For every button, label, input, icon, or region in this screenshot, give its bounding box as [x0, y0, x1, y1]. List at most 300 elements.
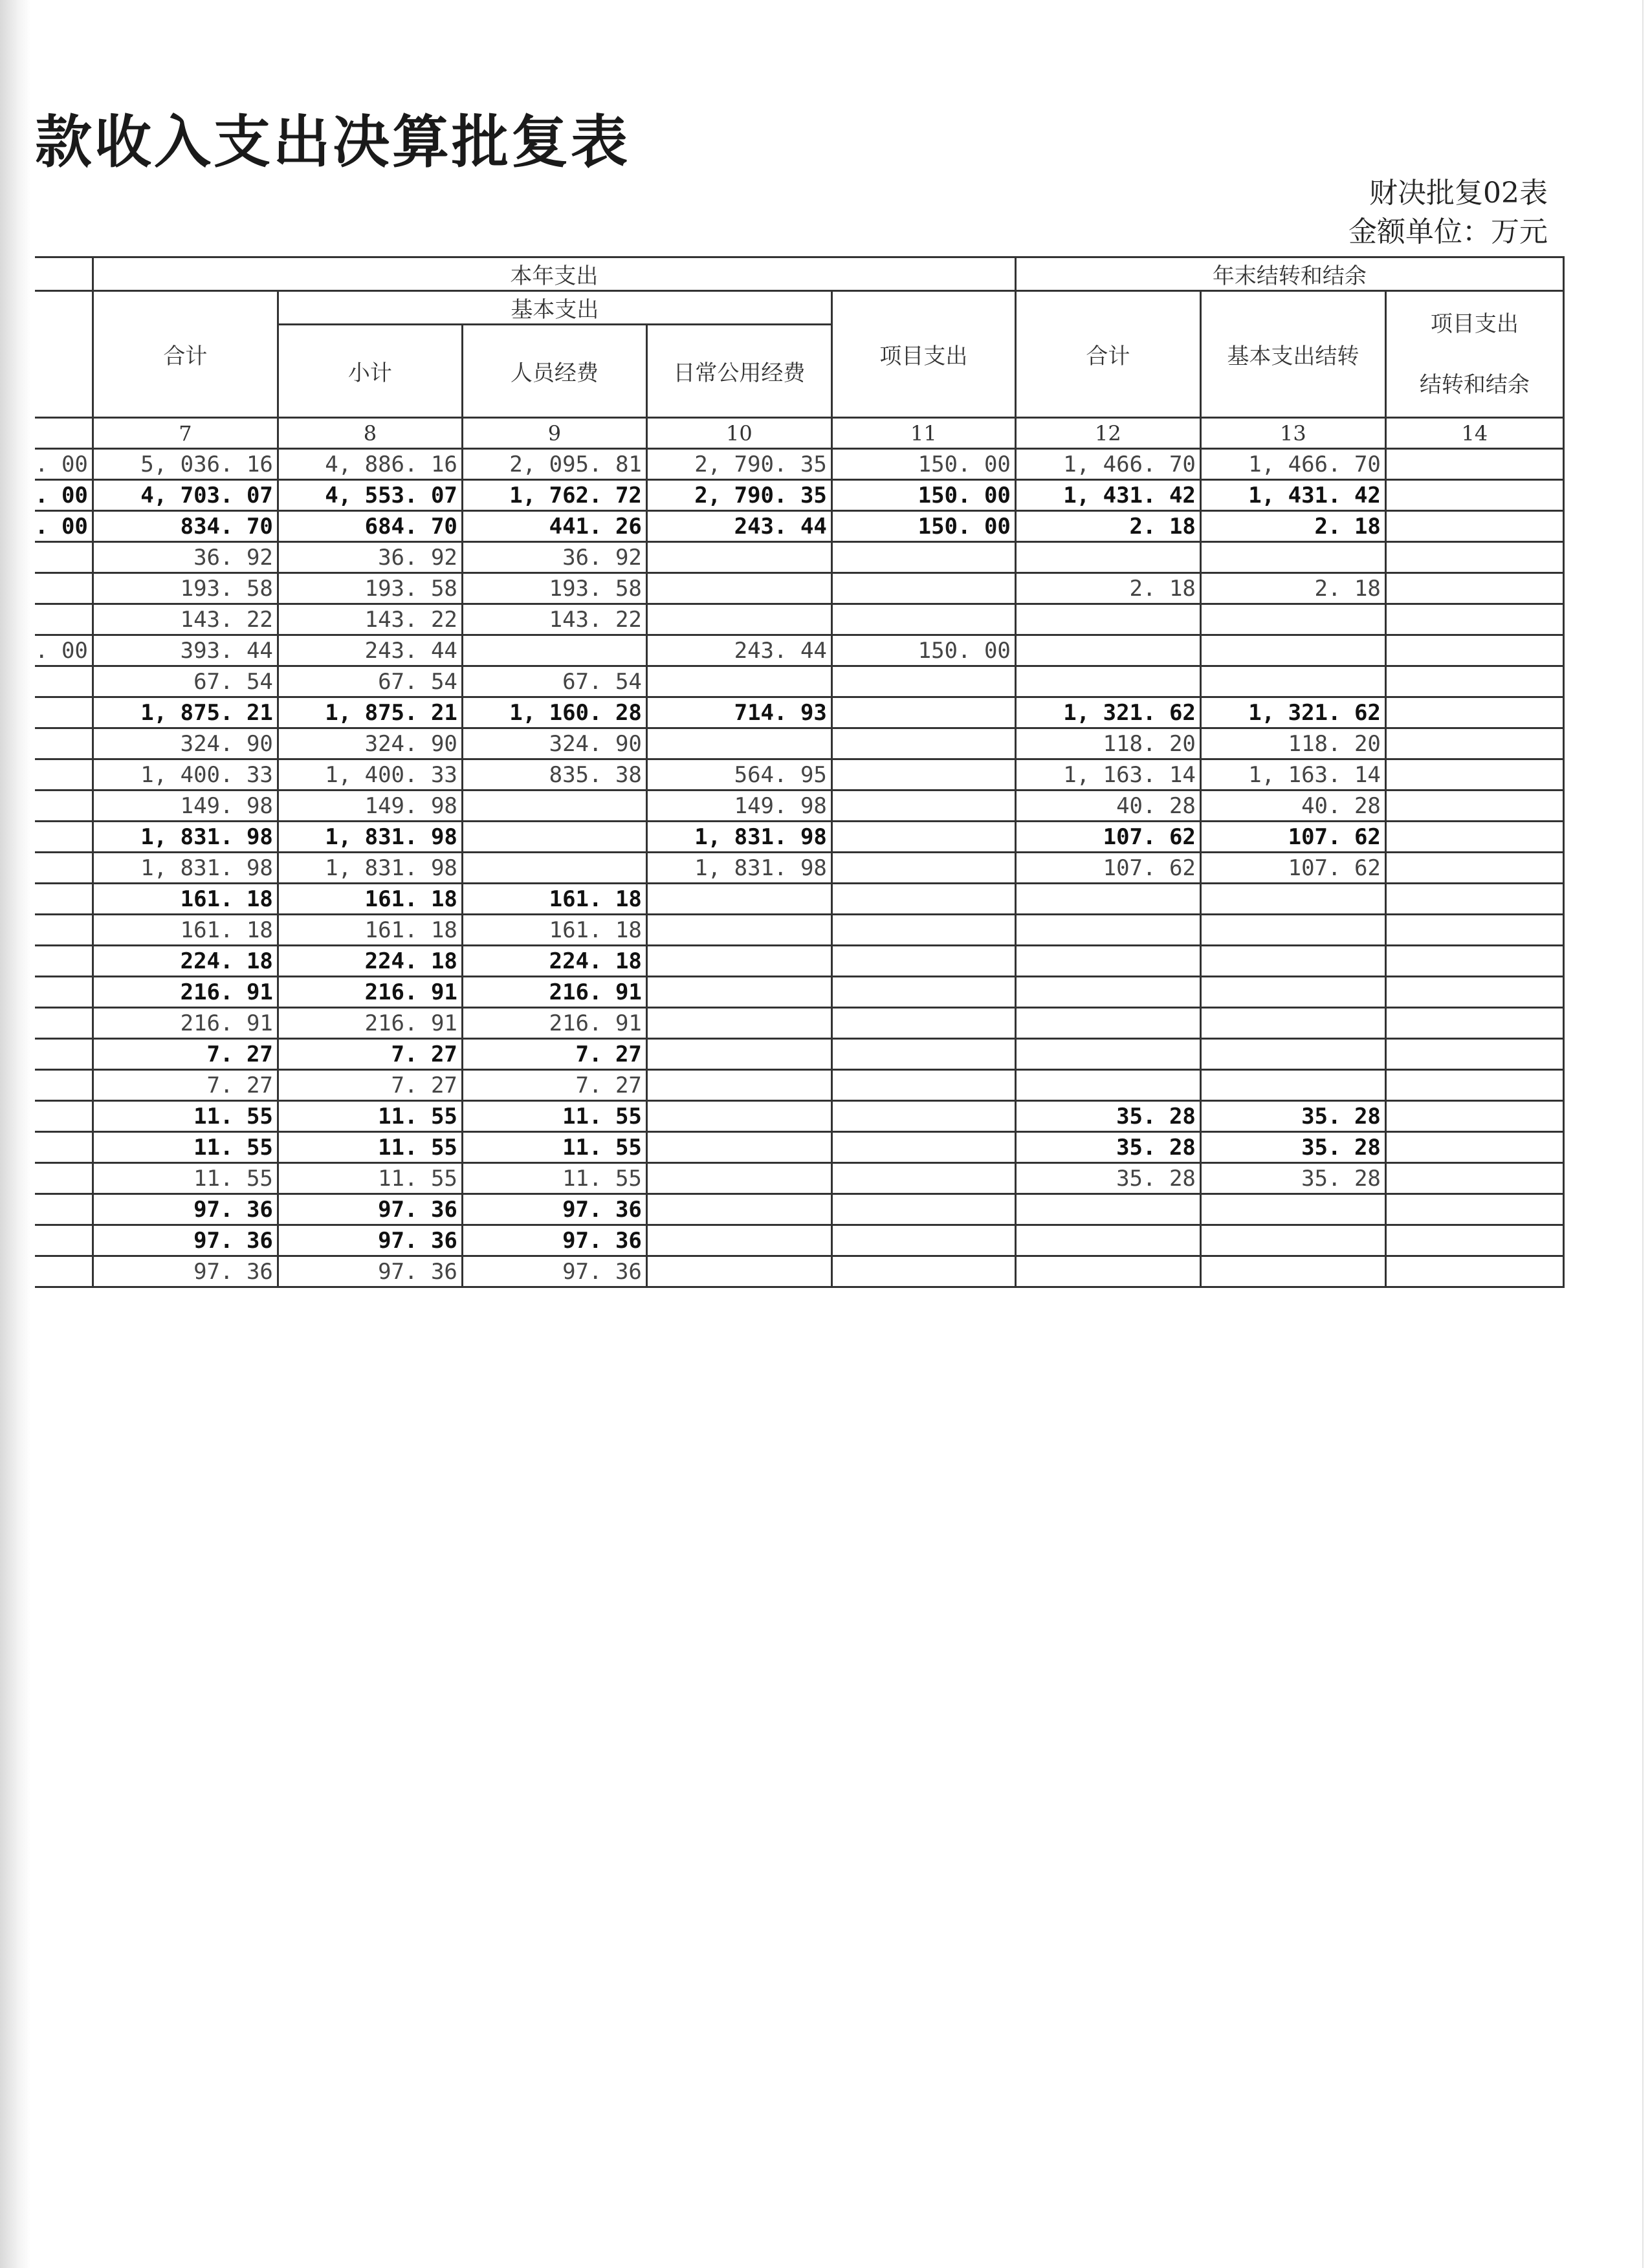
table-cell: 149. 98 [93, 791, 278, 822]
table-cell: 7. 27 [462, 1070, 646, 1101]
table-cell: 150. 00 [831, 480, 1015, 511]
table-cell [831, 1256, 1015, 1287]
table-cell: 97. 36 [462, 1256, 646, 1287]
table-cell: 1, 831. 98 [278, 853, 462, 884]
table-row [35, 449, 1563, 480]
table-cell [831, 791, 1015, 822]
column-number-row [35, 418, 1563, 449]
table-cell [1385, 1039, 1563, 1070]
table-cell [462, 853, 646, 884]
table-row [35, 977, 1563, 1008]
table-cell [646, 728, 831, 759]
table-cell [831, 884, 1015, 915]
table-cell: . 00 [35, 480, 93, 511]
table-cell: 161. 18 [278, 884, 462, 915]
table-cell [35, 573, 93, 604]
table-row [35, 1132, 1563, 1163]
table-cell [831, 666, 1015, 697]
column-number: 11 [831, 418, 1015, 449]
table-cell [831, 822, 1015, 853]
table-row [35, 915, 1563, 946]
table-cell [1200, 666, 1385, 697]
table-cell [1385, 1070, 1563, 1101]
table-row [35, 511, 1563, 542]
table-cell [35, 697, 93, 728]
table-cell: 224. 18 [278, 946, 462, 977]
table-cell [646, 1008, 831, 1039]
table-cell [1385, 635, 1563, 666]
table-cell [1200, 1256, 1385, 1287]
table-cell [1200, 542, 1385, 573]
page-title: 款收入支出决算批复表 [35, 109, 631, 175]
table-cell [831, 604, 1015, 635]
table-cell [646, 1132, 831, 1163]
table-cell: 118. 20 [1200, 728, 1385, 759]
scan-edge-shadow [0, 0, 31, 2268]
table-cell [646, 1101, 831, 1132]
table-cell [1385, 1194, 1563, 1225]
table-cell [1015, 666, 1200, 697]
table-cell [35, 1256, 93, 1287]
table-cell [646, 884, 831, 915]
table-cell [1015, 1194, 1200, 1225]
table-cell: 193. 58 [278, 573, 462, 604]
table-cell: 97. 36 [462, 1225, 646, 1256]
table-row [35, 822, 1563, 853]
header-stub-cell [35, 291, 93, 418]
table-cell: 35. 28 [1015, 1101, 1200, 1132]
table-cell: 143. 22 [93, 604, 278, 635]
table-row [35, 853, 1563, 884]
header-personnel: 人员经费 [462, 325, 646, 418]
table-cell: 149. 98 [646, 791, 831, 822]
table-cell: 11. 55 [462, 1163, 646, 1194]
table-cell: 36. 92 [278, 542, 462, 573]
table-cell: 2, 790. 35 [646, 449, 831, 480]
table-cell [1200, 977, 1385, 1008]
table-cell: 107. 62 [1200, 853, 1385, 884]
table-cell: 97. 36 [278, 1225, 462, 1256]
table-cell: 35. 28 [1200, 1132, 1385, 1163]
table-cell [1385, 480, 1563, 511]
table-cell: 97. 36 [93, 1256, 278, 1287]
table-cell [831, 1008, 1015, 1039]
table-cell [1015, 542, 1200, 573]
table-cell [1200, 1039, 1385, 1070]
table-cell: 1, 163. 14 [1015, 759, 1200, 791]
table-cell: 11. 55 [278, 1132, 462, 1163]
table-cell: 324. 90 [462, 728, 646, 759]
table-row [35, 728, 1563, 759]
table-cell: 149. 98 [278, 791, 462, 822]
table-cell: 40. 28 [1015, 791, 1200, 822]
table-cell [35, 666, 93, 697]
table-cell: 7. 27 [278, 1039, 462, 1070]
table-cell [35, 791, 93, 822]
table-cell: 150. 00 [831, 449, 1015, 480]
column-number: 10 [646, 418, 831, 449]
table-cell [1385, 946, 1563, 977]
table-cell [35, 1163, 93, 1194]
table-cell [1015, 604, 1200, 635]
column-number: 9 [462, 418, 646, 449]
table-cell: 324. 90 [93, 728, 278, 759]
column-number: 8 [278, 418, 462, 449]
table-cell [1385, 542, 1563, 573]
table-cell: 7. 27 [462, 1039, 646, 1070]
table-cell [831, 542, 1015, 573]
table-cell: 216. 91 [278, 1008, 462, 1039]
table-cell: 4, 553. 07 [278, 480, 462, 511]
table-cell: 35. 28 [1015, 1132, 1200, 1163]
table-row [35, 1256, 1563, 1287]
table-cell: 1, 431. 42 [1015, 480, 1200, 511]
table-cell: 1, 160. 28 [462, 697, 646, 728]
table-row [35, 666, 1563, 697]
table-cell: 97. 36 [93, 1194, 278, 1225]
table-cell [1015, 884, 1200, 915]
table-cell: 564. 95 [646, 759, 831, 791]
table-row [35, 1101, 1563, 1132]
table-cell: 150. 00 [831, 511, 1015, 542]
table-cell: 243. 44 [646, 635, 831, 666]
table-cell: . 00 [35, 449, 93, 480]
table-cell: 143. 22 [462, 604, 646, 635]
table-cell [646, 666, 831, 697]
table-cell [1385, 1163, 1563, 1194]
table-cell [35, 1194, 93, 1225]
table-row [35, 1225, 1563, 1256]
table-cell: . 00 [35, 511, 93, 542]
table-cell: 35. 28 [1200, 1101, 1385, 1132]
table-cell [35, 1039, 93, 1070]
table-cell: 35. 28 [1200, 1163, 1385, 1194]
table-cell [35, 1132, 93, 1163]
table-cell [831, 946, 1015, 977]
table-cell: 118. 20 [1015, 728, 1200, 759]
table-cell [35, 946, 93, 977]
table-cell [646, 1070, 831, 1101]
table-cell [1385, 573, 1563, 604]
table-cell [831, 1039, 1015, 1070]
table-cell [831, 1132, 1015, 1163]
header-total: 合计 [93, 291, 278, 418]
header-public: 日常公用经费 [646, 325, 831, 418]
table-row [35, 884, 1563, 915]
table-cell [1385, 697, 1563, 728]
table-row [35, 480, 1563, 511]
table-cell [1015, 1070, 1200, 1101]
table-cell: 834. 70 [93, 511, 278, 542]
table-cell: 161. 18 [278, 915, 462, 946]
table-cell [1385, 853, 1563, 884]
table-cell [35, 542, 93, 573]
table-cell: 7. 27 [278, 1070, 462, 1101]
table-cell: 684. 70 [278, 511, 462, 542]
table-cell: 97. 36 [278, 1194, 462, 1225]
table-cell: 5, 036. 16 [93, 449, 278, 480]
table-row [35, 1070, 1563, 1101]
table-cell: 2. 18 [1015, 573, 1200, 604]
table-row [35, 418, 1563, 449]
table-cell: 2, 790. 35 [646, 480, 831, 511]
table-cell: 1, 762. 72 [462, 480, 646, 511]
header-project-carry-line2: 结转和结余 [1419, 371, 1530, 398]
header-group-yearend: 年末结转和结余 [1015, 257, 1563, 291]
table-cell: 216. 91 [93, 1008, 278, 1039]
table-cell [35, 1101, 93, 1132]
table-cell: 150. 00 [831, 635, 1015, 666]
table-cell: 1, 875. 21 [93, 697, 278, 728]
table-cell: 1, 831. 98 [93, 853, 278, 884]
table-cell [35, 915, 93, 946]
table-cell [1385, 728, 1563, 759]
table-cell: 1, 466. 70 [1200, 449, 1385, 480]
table-cell: 193. 58 [462, 573, 646, 604]
table-cell: 835. 38 [462, 759, 646, 791]
table-cell: 67. 54 [93, 666, 278, 697]
table-cell [1200, 1194, 1385, 1225]
table-cell: 1, 321. 62 [1015, 697, 1200, 728]
table-cell [831, 1194, 1015, 1225]
table-cell [1200, 1225, 1385, 1256]
header-basic-carry: 基本支出结转 [1200, 291, 1385, 418]
table-cell [35, 604, 93, 635]
expenditure-table [35, 256, 1565, 1288]
table-cell [1385, 1008, 1563, 1039]
table-cell [1385, 1132, 1563, 1163]
table-cell [1200, 604, 1385, 635]
table-row [35, 1163, 1563, 1194]
table-cell: 1, 163. 14 [1200, 759, 1385, 791]
table-cell: 216. 91 [93, 977, 278, 1008]
table-cell [1385, 822, 1563, 853]
table-row [35, 759, 1563, 791]
table-cell: 1, 831. 98 [93, 822, 278, 853]
table-cell: 11. 55 [462, 1101, 646, 1132]
table-row [35, 1039, 1563, 1070]
table-cell [1015, 946, 1200, 977]
table-row [35, 635, 1563, 666]
table-cell [35, 1008, 93, 1039]
table-cell [1200, 946, 1385, 977]
table-cell: 2, 095. 81 [462, 449, 646, 480]
table-cell [1200, 1070, 1385, 1101]
header-subtotal: 小计 [278, 325, 462, 418]
table-cell: 1, 400. 33 [278, 759, 462, 791]
table-cell: 4, 886. 16 [278, 449, 462, 480]
table-cell [35, 1225, 93, 1256]
table-cell: 243. 44 [278, 635, 462, 666]
table-cell: 40. 28 [1200, 791, 1385, 822]
table-cell [646, 1039, 831, 1070]
table-cell: 11. 55 [278, 1101, 462, 1132]
table-cell [1385, 759, 1563, 791]
table-cell: 243. 44 [646, 511, 831, 542]
table-cell: 224. 18 [93, 946, 278, 977]
table-cell: 1, 831. 98 [646, 853, 831, 884]
table-cell [35, 884, 93, 915]
table-cell: 2. 18 [1015, 511, 1200, 542]
table-cell: 97. 36 [462, 1194, 646, 1225]
table-body [35, 449, 1563, 1287]
table-cell [831, 915, 1015, 946]
header-project-carry-line1: 项目支出 [1430, 311, 1519, 337]
table-cell: 107. 62 [1015, 853, 1200, 884]
table-cell [1385, 1225, 1563, 1256]
table-cell [831, 853, 1015, 884]
table-cell: 97. 36 [93, 1225, 278, 1256]
column-number [35, 418, 93, 449]
table-cell: 4, 703. 07 [93, 480, 278, 511]
table-cell: 11. 55 [93, 1132, 278, 1163]
header-stub-cell [35, 257, 93, 291]
table-cell [1385, 791, 1563, 822]
table-cell: 1, 400. 33 [93, 759, 278, 791]
table-cell: 107. 62 [1015, 822, 1200, 853]
column-number: 14 [1385, 418, 1563, 449]
table-cell: 2. 18 [1200, 573, 1385, 604]
table-cell [646, 542, 831, 573]
table-cell [646, 573, 831, 604]
table-row [35, 542, 1563, 573]
table-cell: 714. 93 [646, 697, 831, 728]
table-cell [1015, 1039, 1200, 1070]
table-cell: 1, 466. 70 [1015, 449, 1200, 480]
table-cell [831, 1225, 1015, 1256]
table-cell: 161. 18 [93, 915, 278, 946]
table-cell [1385, 1256, 1563, 1287]
table-cell [1015, 1225, 1200, 1256]
table-cell [1015, 977, 1200, 1008]
table-cell [1200, 1008, 1385, 1039]
table-cell: 7. 27 [93, 1070, 278, 1101]
table-cell [646, 977, 831, 1008]
table-cell: 161. 18 [462, 884, 646, 915]
table-cell [1015, 635, 1200, 666]
table-cell [831, 1070, 1015, 1101]
table-cell [1200, 635, 1385, 666]
table-cell [35, 853, 93, 884]
column-number: 13 [1200, 418, 1385, 449]
table-cell: 35. 28 [1015, 1163, 1200, 1194]
table-cell [831, 573, 1015, 604]
table-cell [1385, 1101, 1563, 1132]
table-cell [646, 1225, 831, 1256]
table-cell [646, 1256, 831, 1287]
table-cell: 1, 831. 98 [646, 822, 831, 853]
table-cell [646, 946, 831, 977]
column-number: 7 [93, 418, 278, 449]
table-cell: 216. 91 [278, 977, 462, 1008]
table-cell: 143. 22 [278, 604, 462, 635]
table-cell: 1, 321. 62 [1200, 697, 1385, 728]
amount-unit: 金额单位：万元 [1348, 215, 1548, 248]
table-cell: 11. 55 [278, 1163, 462, 1194]
table-cell [831, 1163, 1015, 1194]
table-cell: 67. 54 [462, 666, 646, 697]
header-project-carry [1385, 291, 1563, 418]
table-cell [1385, 915, 1563, 946]
header-group-expenditure: 本年支出 [93, 257, 1015, 291]
table-cell: 224. 18 [462, 946, 646, 977]
table-cell: 11. 55 [93, 1101, 278, 1132]
table-cell: . 00 [35, 635, 93, 666]
table-row [35, 697, 1563, 728]
table-cell [831, 1101, 1015, 1132]
table-cell [646, 604, 831, 635]
table-cell [831, 728, 1015, 759]
table-cell [1385, 977, 1563, 1008]
table-cell: 161. 18 [93, 884, 278, 915]
table-cell: 11. 55 [462, 1132, 646, 1163]
table-cell: 36. 92 [93, 542, 278, 573]
table-cell [1385, 511, 1563, 542]
table-cell: 193. 58 [93, 573, 278, 604]
table-cell [1385, 604, 1563, 635]
table-cell: 1, 875. 21 [278, 697, 462, 728]
table-cell [831, 697, 1015, 728]
table-cell: 107. 62 [1200, 822, 1385, 853]
table-cell [1200, 915, 1385, 946]
table-cell [1015, 1256, 1200, 1287]
table-cell [1015, 915, 1200, 946]
table-cell [35, 728, 93, 759]
table-cell [35, 759, 93, 791]
table-cell: 36. 92 [462, 542, 646, 573]
table-cell [1015, 1008, 1200, 1039]
table-cell: 216. 91 [462, 1008, 646, 1039]
table-row [35, 946, 1563, 977]
table-cell [462, 635, 646, 666]
table-cell: 324. 90 [278, 728, 462, 759]
table-cell [35, 977, 93, 1008]
table-cell: 216. 91 [462, 977, 646, 1008]
table-cell [831, 977, 1015, 1008]
table-cell: 97. 36 [278, 1256, 462, 1287]
table-row [35, 1194, 1563, 1225]
table-cell [462, 822, 646, 853]
table-cell [646, 1194, 831, 1225]
table-cell [646, 1163, 831, 1194]
table-cell: 2. 18 [1200, 511, 1385, 542]
table-row [35, 1008, 1563, 1039]
table-cell: 1, 431. 42 [1200, 480, 1385, 511]
header-subgroup-basic: 基本支出 [278, 291, 831, 325]
table-cell [831, 759, 1015, 791]
table-cell [1385, 884, 1563, 915]
table-cell [646, 915, 831, 946]
table-cell [462, 791, 646, 822]
table-cell [35, 822, 93, 853]
column-number: 12 [1015, 418, 1200, 449]
table-cell: 11. 55 [93, 1163, 278, 1194]
table-cell: 161. 18 [462, 915, 646, 946]
table-row [35, 573, 1563, 604]
table-row [35, 791, 1563, 822]
table-cell: 441. 26 [462, 511, 646, 542]
header-project: 项目支出 [831, 291, 1015, 418]
table-cell: 393. 44 [93, 635, 278, 666]
table-cell: 67. 54 [278, 666, 462, 697]
header-yearend-total: 合计 [1015, 291, 1200, 418]
table-row [35, 604, 1563, 635]
page-edge-line [1642, 0, 1644, 2268]
table-cell [35, 1070, 93, 1101]
table-cell [1200, 884, 1385, 915]
table-cell [1385, 666, 1563, 697]
form-code: 财决批复02表 [1369, 177, 1548, 210]
